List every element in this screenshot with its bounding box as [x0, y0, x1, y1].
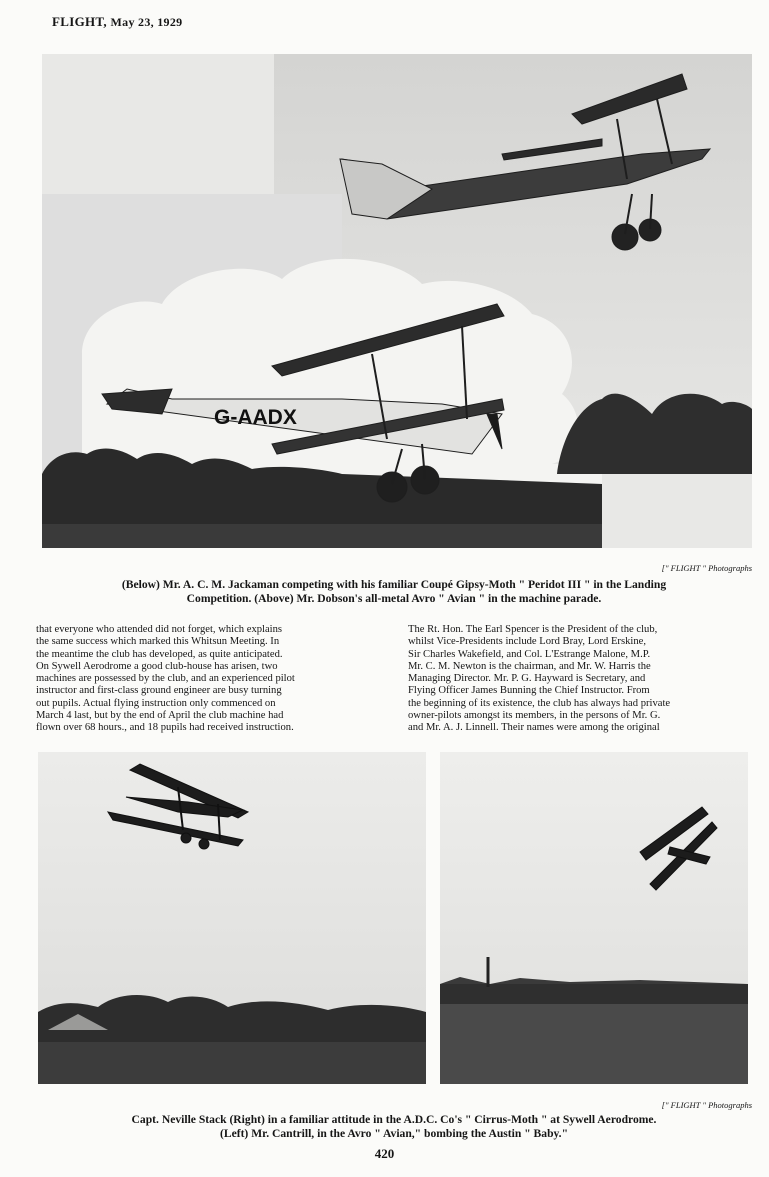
text-line: the meantime the club has developed, as quite anticipated. — [36, 648, 283, 660]
bottom-photo-caption — [30, 1113, 758, 1141]
text-line: Mr. C. M. Newton is the chairman, and Mr. W. Harris the — [408, 660, 651, 672]
journal-name: FLIGHT — [52, 14, 104, 29]
running-header: FLIGHT, May 23, 1929 — [52, 14, 183, 29]
issue-date: May 23, 1929 — [110, 15, 183, 29]
text-line: and Mr. A. J. Linnell. Their names were among the original — [408, 722, 660, 734]
top-photo-credit: [" FLIGHT " Photographs — [661, 563, 752, 573]
text-line: On Sywell Aerodrome a good club-house has arisen, two — [36, 660, 278, 672]
page-number: 420 — [374, 1146, 395, 1161]
bottom-right-photograph — [440, 752, 748, 1084]
text-line: the same success which marked this Whitsun Meeting. In — [36, 636, 280, 648]
text-line: March 4 last, but by the end of April the club machine had — [36, 710, 284, 722]
top-caption-line-1: (Below) Mr. A. C. M. Jackaman competing with his familiar Coupé Gipsy-Moth " Peridot III " in the Landing — [121, 578, 667, 591]
top-photo-caption — [34, 578, 754, 606]
right-text-column — [408, 624, 753, 735]
text-line: Sir Charles Wakefield, and Col. L'Estrange Malone, M.P. — [408, 648, 651, 660]
text-line: Flying Officer James Bunning the Chief Instructor. From — [408, 685, 650, 697]
left-text-column — [36, 624, 391, 735]
text-line: machines are possessed by the club, and an experienced pilot — [36, 673, 295, 685]
text-line: flown over 68 hours., and 18 pupils had received instruction. — [36, 722, 294, 734]
text-line: whilst Vice-Presidents include Lord Bray, Lord Erskine, — [408, 636, 646, 648]
text-line: instructor and first-class ground engineer are busy turning — [36, 685, 282, 697]
text-line: Managing Director. Mr. P. G. Hayward is Secretary, and — [408, 673, 646, 685]
aircraft-registration: G-AADX — [214, 406, 297, 429]
bottom-photo-credit: [" FLIGHT " Photographs — [661, 1100, 752, 1110]
text-line: out pupils. Actual flying instruction only commenced on — [36, 697, 276, 709]
text-line: that everyone who attended did not forget, which explains — [36, 624, 283, 635]
top-photograph — [42, 54, 752, 548]
text-line: owner-pilots amongst its members, in the persons of Mr. G. — [408, 710, 661, 722]
bottom-caption-line-2: (Left) Mr. Cantrill, in the Avro " Avian," bombing the Austin " Baby." — [219, 1127, 569, 1140]
top-caption-line-2: Competition. (Above) Mr. Dobson's all-metal Avro " Avian " in the machine parade. — [186, 592, 602, 605]
text-line: the beginning of its existence, the club has always had private — [408, 697, 671, 709]
bottom-caption-line-1: Capt. Neville Stack (Right) in a familiar attitude in the A.D.C. Co's " Cirrus-Moth " at Sywell Aerodrome. — [131, 1113, 657, 1126]
bottom-left-photograph — [38, 752, 426, 1084]
text-line: The Rt. Hon. The Earl Spencer is the President of the club, — [408, 624, 658, 635]
